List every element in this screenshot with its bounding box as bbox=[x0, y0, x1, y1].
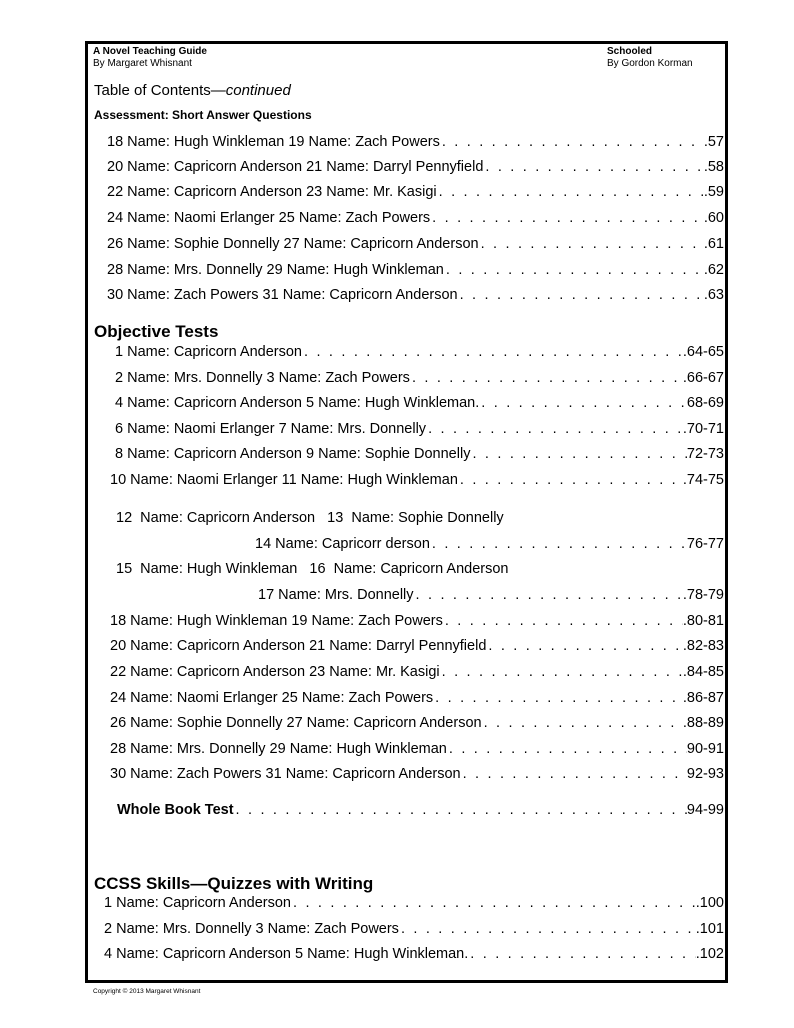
book-author: By Gordon Korman bbox=[607, 58, 693, 69]
toc-entry: 14 Name: Capricorr derson . . . 76-77 bbox=[255, 535, 724, 553]
toc-title: Table of Contents—continued bbox=[94, 82, 291, 99]
toc-entry: 18 Name: Hugh Winkleman 19 Name: Zach Powers . . . .80-81 bbox=[110, 612, 724, 630]
book-title: Schooled bbox=[607, 46, 653, 57]
header-right bbox=[607, 46, 693, 70]
toc-entry: 17 Name: Mrs. Donnelly . . . .78-79 bbox=[258, 586, 724, 604]
toc-entry: 22 Name: Capricorn Anderson 23 Name: Mr. Kasigi . . . .59 bbox=[107, 183, 724, 201]
toc-entry: 4 Name: Capricorn Anderson 5 Name: Hugh Winkleman. . . . .102 bbox=[104, 945, 724, 963]
toc-entry: 1 Name: Capricorn Anderson . . . .64-65 bbox=[115, 343, 724, 361]
toc-entry: 6 Name: Naomi Erlanger 7 Name: Mrs. Donnelly . . . .70-71 bbox=[115, 420, 724, 438]
toc-entry-line: 12 Name: Capricorn Anderson 13 Name: Sophie Donnelly bbox=[116, 510, 504, 526]
toc-entry: 8 Name: Capricorn Anderson 9 Name: Sophie Donnelly . . . 72-73 bbox=[115, 445, 724, 463]
toc-entry-line: 15 Name: Hugh Winkleman 16 Name: Capricorn Anderson bbox=[116, 561, 509, 577]
toc-entry: 26 Name: Sophie Donnelly 27 Name: Capricorn Anderson . . . .61 bbox=[107, 235, 724, 253]
toc-entry: 28 Name: Mrs. Donnelly 29 Name: Hugh Winkleman . . . 90-91 bbox=[110, 740, 724, 758]
copyright-notice: Copyright © 2013 Margaret Whisnant bbox=[93, 988, 201, 995]
whole-book-test-entry: Whole Book Test . . . 94-99 bbox=[117, 801, 724, 819]
guide-author: By Margaret Whisnant bbox=[93, 58, 192, 69]
toc-entry: 22 Name: Capricorn Anderson 23 Name: Mr. Kasigi . . . .84-85 bbox=[110, 663, 724, 681]
toc-entry: 1 Name: Capricorn Anderson . . . .100 bbox=[104, 894, 724, 912]
toc-entry: 30 Name: Zach Powers 31 Name: Capricorn Anderson . . . .63 bbox=[107, 286, 724, 304]
toc-entry: 28 Name: Mrs. Donnelly 29 Name: Hugh Winkleman . . . .62 bbox=[107, 261, 724, 279]
assessment-heading: Assessment: Short Answer Questions bbox=[94, 108, 312, 122]
objective-tests-heading: Objective Tests bbox=[94, 322, 219, 341]
ccss-heading: CCSS Skills—Quizzes with Writing bbox=[94, 874, 374, 893]
toc-entry: 10 Name: Naomi Erlanger 11 Name: Hugh Winkleman . . . .74-75 bbox=[110, 471, 724, 489]
toc-entry: 26 Name: Sophie Donnelly 27 Name: Capricorn Anderson . . . .88-89 bbox=[110, 714, 724, 732]
toc-entry: 18 Name: Hugh Winkleman 19 Name: Zach Powers . . . .57 bbox=[107, 133, 724, 151]
toc-entry: 24 Name: Naomi Erlanger 25 Name: Zach Powers . . . .60 bbox=[107, 209, 724, 227]
toc-entry: 4 Name: Capricorn Anderson 5 Name: Hugh Winkleman. . . . 68-69 bbox=[115, 394, 724, 412]
header-left bbox=[93, 46, 207, 70]
toc-entry: 24 Name: Naomi Erlanger 25 Name: Zach Powers . . . .86-87 bbox=[110, 689, 724, 707]
toc-entry: 2 Name: Mrs. Donnelly 3 Name: Zach Powers . . . .101 bbox=[104, 920, 724, 938]
toc-entry: 20 Name: Capricorn Anderson 21 Name: Darryl Pennyfield . . . .82-83 bbox=[110, 637, 724, 655]
toc-entry: 30 Name: Zach Powers 31 Name: Capricorn Anderson . . . 92-93 bbox=[110, 765, 724, 783]
toc-entry: 20 Name: Capricorn Anderson 21 Name: Darryl Pennyfield . . . .58 bbox=[107, 158, 724, 176]
toc-entry: 2 Name: Mrs. Donnelly 3 Name: Zach Powers . . . .66-67 bbox=[115, 369, 724, 387]
guide-title: A Novel Teaching Guide bbox=[93, 46, 207, 57]
